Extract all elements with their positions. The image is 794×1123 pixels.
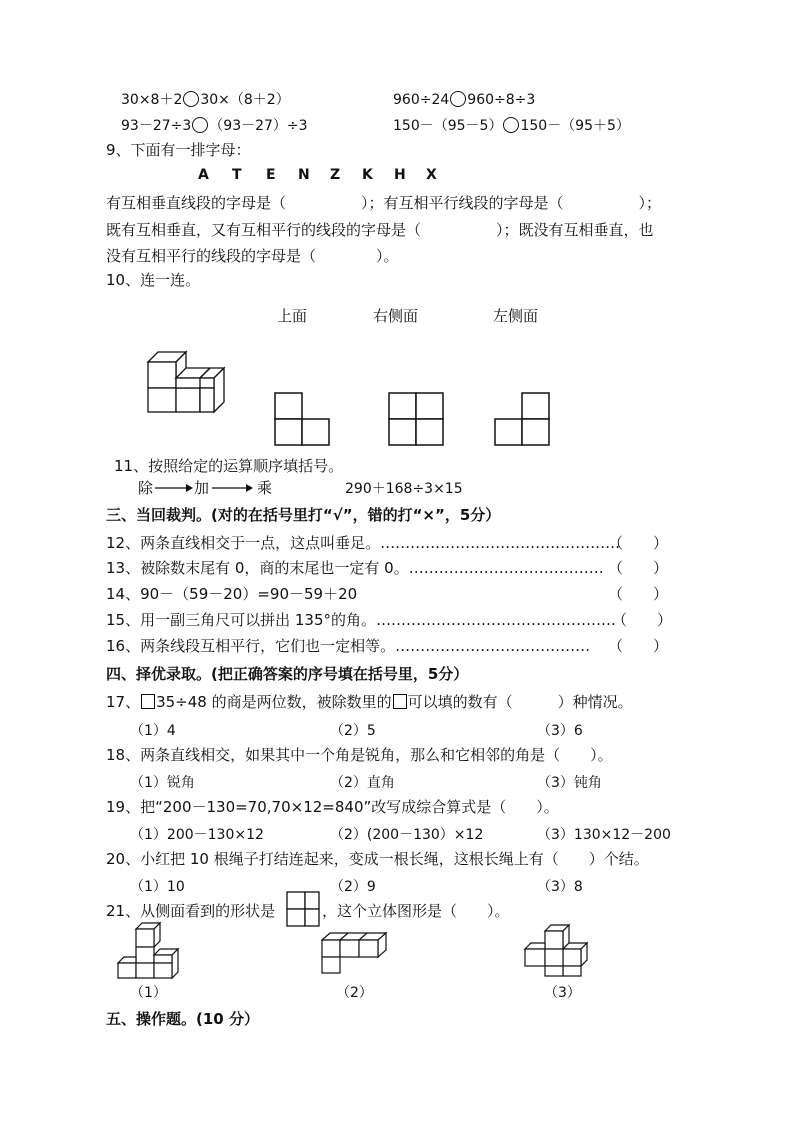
q8-row2-left: 93－27÷3 （93－27）÷3 [121,118,308,134]
letter: Z [330,167,341,183]
q11-title: 11、按照给定的运算顺序填括号。 [114,457,344,475]
judge-item: 14、90－（59－20）=90－59＋20 [106,585,358,603]
q18-text: 18、两条直线相交，如果其中一个角是锐角，那么和它相邻的角是（ ）。 [106,746,613,764]
option: （2）直角 [330,775,395,791]
letter: H [394,167,406,183]
option: （2）5 [330,723,376,739]
view-label-top: 上面 [277,307,308,325]
judge-item: 15、用一副三角尺可以拼出 135°的角。………………………………………… [106,611,616,629]
q9-title: 9、下面有一排字母： [106,141,251,159]
option: （3）8 [537,879,583,895]
op-divide: 除 [138,479,154,497]
option: （1）10 [130,879,185,895]
answer-bracket[interactable]: （ ） [608,534,669,552]
option: （3）钝角 [537,775,602,791]
option: （1）锐角 [130,775,195,791]
view-label-left: 左侧面 [493,307,539,325]
q8-row2-right: 150－（95－5） 150－（95＋5） [393,118,630,134]
section5-heading: 五、操作题。(10 分） [106,1010,259,1028]
q8-row1-left: 30×8＋2 30×（8＋2） [121,92,290,108]
letter: T [232,167,242,183]
answer-bracket[interactable]: （ ） [612,611,673,629]
section4-heading: 四、择优录取。(把正确答案的序号填在括号里，5分） [106,665,469,683]
q21-text-end: ，这个立体图形是（ ）。 [322,902,510,920]
op-multiply: 乘 [257,479,273,497]
q8-row1-right: 960÷24 960÷8÷3 [393,92,536,108]
judge-item: 12、两条直线相交于一点，这点叫垂足。………………………………………… [106,534,621,552]
answer-bracket[interactable]: （ ） [608,637,669,655]
option: （2）(200－130）×12 [330,827,484,843]
q21-label: （3） [544,985,581,1001]
option: （1）200－130×12 [130,827,264,843]
q19-text: 19、把“200－130=70,70×12=840”改写成综合算式是（ ）。 [106,798,559,816]
section3-heading: 三、当回裁判。(对的在括号里打“√”，错的打“×”，5分） [106,506,501,524]
view-label-right: 右侧面 [373,307,419,325]
q21-label: （2） [336,985,373,1001]
judge-item: 16、两条线段互相平行，它们也一定相等。………………………………… [106,637,591,655]
answer-bracket[interactable]: （ ） [608,585,669,603]
option: （3）130×12－200 [537,827,671,843]
q9-line-1: 有互相垂直线段的字母是（ ）；有互相平行线段的字母是（ ）； [106,194,662,212]
op-add: 加 [194,479,210,497]
q21-label: （1） [130,985,167,1001]
option: （2）9 [330,879,376,895]
judge-item: 13、被除数末尾有 0，商的末尾也一定有 0。………………………………… [106,559,604,577]
q10-title: 10、连一连。 [106,271,201,289]
option: （1）4 [130,723,176,739]
letter: E [266,167,276,183]
answer-bracket[interactable]: （ ） [608,559,669,577]
q21-text: 21、从侧面看到的形状是 [106,902,276,920]
option: （3）6 [537,723,583,739]
letter: K [362,167,373,183]
q17-text: 17、 35÷48 的商是两位数，被除数里的 可以填的数有（ ）种情况。 [106,693,633,711]
letter: N [298,167,310,183]
q9-line-2: 既有互相垂直，又有互相平行的线段的字母是（ ）；既没有互相垂直，也 [106,221,654,239]
letter: A [198,167,209,183]
letter: X [426,167,437,183]
q11-expression: 290＋168÷3×15 [345,481,463,497]
q9-line-3: 没有互相平行的线段的字母是（ ）。 [106,247,399,265]
q20-text: 20、小红把 10 根绳子打结连起来，变成一根长绳，这根长绳上有（ ）个结。 [106,850,649,868]
